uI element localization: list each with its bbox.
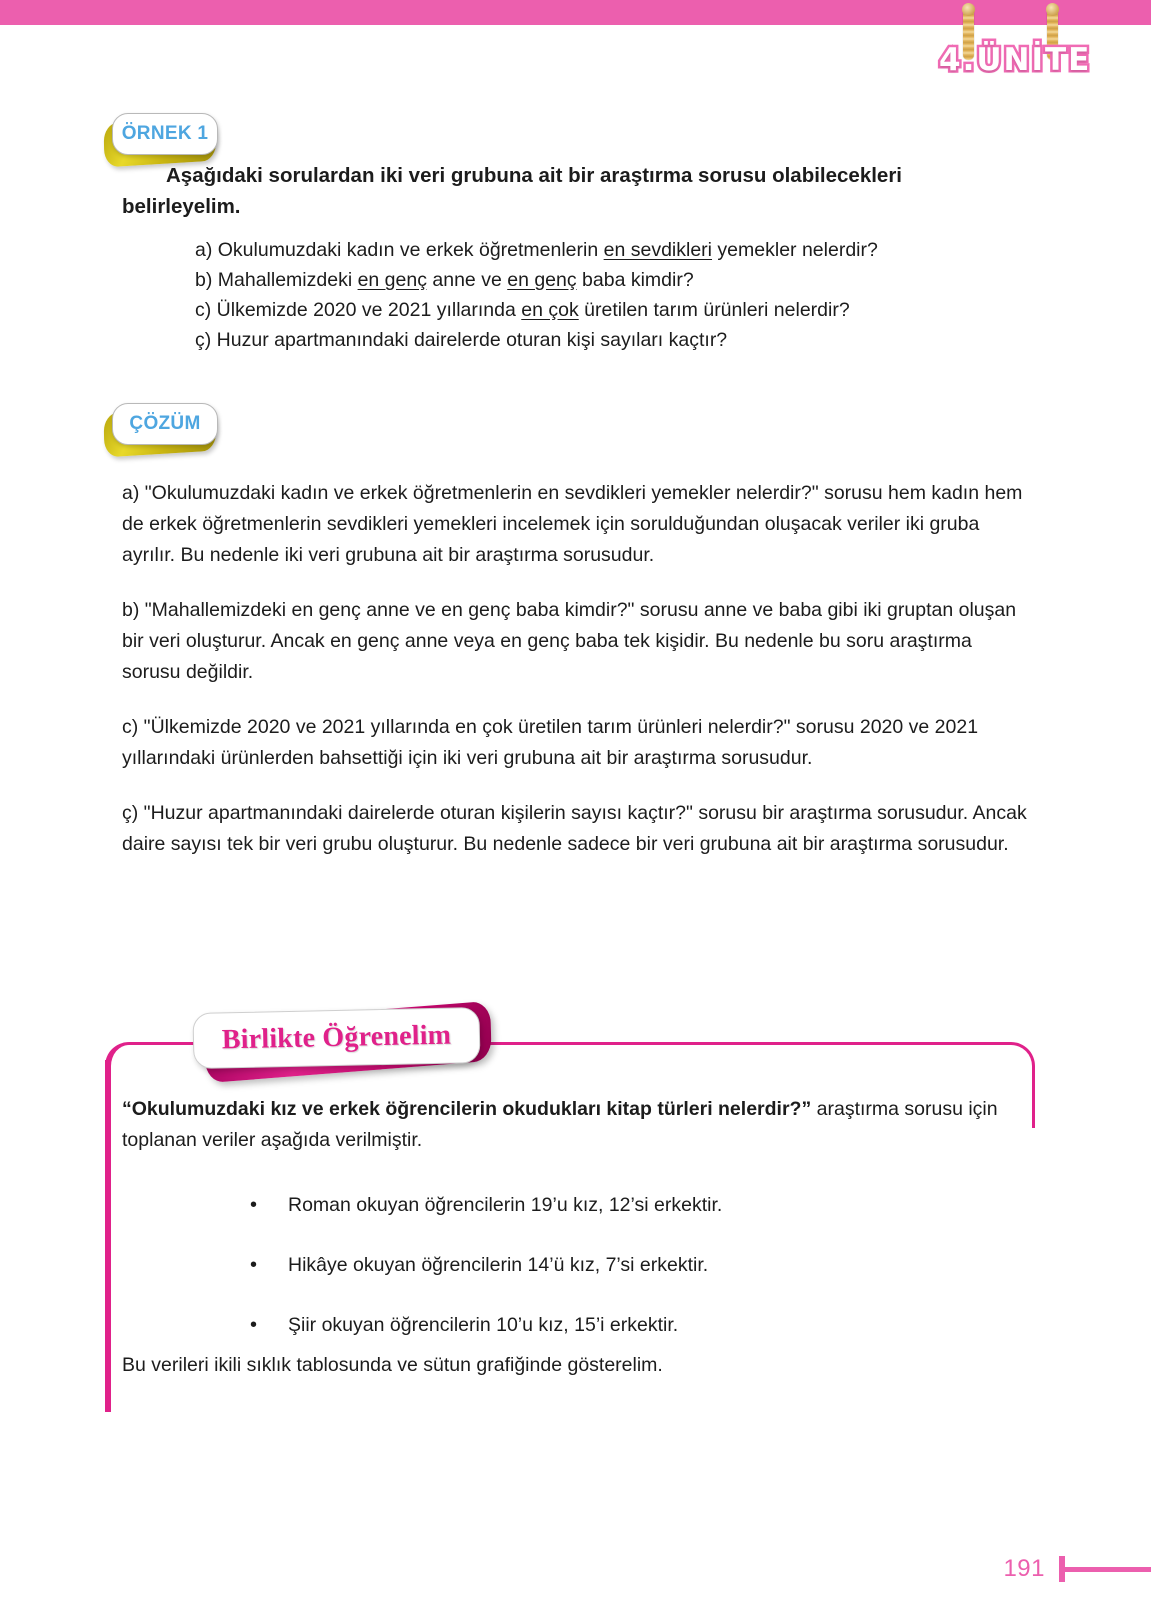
question-marker-c: c) — [195, 299, 212, 321]
learn-together-ribbon — [193, 1004, 493, 1080]
example-intro-body: Aşağıdaki sorulardan iki veri grubuna ait bir araştırma sorusu olabilecekleri belirleyelim. — [122, 164, 902, 218]
list-item — [195, 325, 1035, 355]
question-marker-a: a) — [195, 239, 213, 261]
list-item — [195, 265, 1035, 295]
unit-badge — [939, 8, 1092, 94]
learn-together-box — [105, 1019, 1035, 1412]
learn-closing-text: Bu verileri ikili sıklık tablosunda ve sütun grafiğinde gösterelim. — [122, 1354, 663, 1376]
question-text-b-pre: Mahallemizdeki — [217, 269, 358, 291]
question-marker-ch: ç) — [195, 329, 212, 351]
example-tag-label: ÖRNEK 1 — [121, 123, 209, 144]
list-item — [250, 1310, 1010, 1340]
solution-paragraph-b: b) "Mahallemizdeki en genç anne ve en genç baba kimdir?" sorusu anne ve baba gibi iki gruptan oluşan bir veri oluşturur. Ancak en genç anne veya en genç baba tek kişidir. Bu nedenle bu soru araştırma sorusu değildir. — [122, 599, 1017, 683]
ribbon-label: Birlikte Öğrenelim — [221, 1019, 452, 1056]
question-emphasis-b1: en genç — [357, 269, 427, 291]
page-footer — [1003, 1552, 1151, 1586]
page-number: 191 — [1003, 1555, 1045, 1582]
bullet-icon: • — [250, 1194, 258, 1216]
example-question-list — [195, 235, 1035, 355]
bullet-text: Roman okuyan öğrencilerin 19’u kız, 12’si erkektir. — [288, 1194, 723, 1216]
solution-paragraph-ch: ç) "Huzur apartmanındaki dairelerde oturan kişilerin sayısı kaçtır?" sorusu bir araştırma sorusudur. Ancak daire sayısı tek bir veri grubu oluşturur. Bu nedenle sadece bir veri grubuna ait bir araştırma sorusudur. — [122, 802, 1027, 855]
question-marker-b: b) — [195, 269, 213, 291]
question-emphasis-a: en sevdikleri — [603, 239, 713, 261]
solution-body — [122, 478, 1027, 860]
question-emphasis-c: en çok — [521, 299, 579, 321]
box-border-left — [105, 1060, 111, 1412]
box-border-right — [1032, 1078, 1035, 1128]
example-tag — [100, 110, 220, 166]
question-text-a-pre: Okulumuzdaki kadın ve erkek öğretmenlerin — [217, 239, 604, 261]
solution-paragraph-c: c) "Ülkemizde 2020 ve 2021 yıllarında en çok üretilen tarım ürünleri nelerdir?" sorusu 2020 ve 2021 yıllarındaki ürünlerden bahsettiği için iki veri grubuna ait bir araştırma sorusudur. — [122, 716, 979, 769]
ribbon-face — [192, 1007, 480, 1069]
list-item — [195, 295, 1035, 325]
question-emphasis-b2: en genç — [507, 269, 577, 291]
bullet-icon: • — [250, 1254, 258, 1276]
question-text-b-post: baba kimdir? — [576, 269, 694, 291]
solution-tag-face — [112, 403, 218, 445]
question-text-c-pre: Ülkemizde 2020 ve 2021 yıllarında — [216, 299, 522, 321]
bullet-icon: • — [250, 1314, 258, 1336]
solution-tag-label: ÇÖZÜM — [129, 413, 201, 434]
footer-rule — [1065, 1567, 1151, 1572]
box-corner-topleft — [105, 1042, 151, 1085]
bullet-text: Hikâye okuyan öğrencilerin 14’ü kız, 7’si erkektir. — [288, 1254, 709, 1276]
learn-intro-text — [122, 1094, 1012, 1156]
list-item — [250, 1190, 1010, 1220]
box-corner-topright — [992, 1042, 1035, 1085]
solution-tag — [100, 400, 220, 456]
learn-intro-rest: araştırma sorusu için toplanan veriler aşağıda verilmiştir. — [122, 1098, 998, 1151]
unit-badge-label: 4.ÜNİTE — [939, 42, 1092, 78]
example-tag-face — [112, 113, 218, 155]
question-text-a-post: yemekler nelerdir? — [712, 239, 878, 261]
solution-paragraph-a: a) "Okulumuzdaki kadın ve erkek öğretmenlerin en sevdikleri yemekler nelerdir?" sorusu hem kadın hem de erkek öğretmenlerin sevdikleri yemekleri incelemek için sorulduğundan oluşacak veriler iki gruba ayrılır. Bu nedenle iki veri grubuna ait bir araştırma sorusudur. — [122, 482, 1023, 566]
question-text-b-mid: anne ve — [426, 269, 508, 291]
learn-intro-question: “Okulumuzdaki kız ve erkek öğrencilerin okudukları kitap türleri nelerdir?” — [122, 1098, 812, 1120]
list-item — [250, 1250, 1010, 1280]
example-intro-text — [122, 160, 1012, 222]
data-bullet-list — [250, 1190, 1010, 1370]
question-text-c-post: üretilen tarım ürünleri nelerdir? — [578, 299, 850, 321]
list-item — [195, 235, 1035, 265]
bullet-text: Şiir okuyan öğrencilerin 10’u kız, 15’i erkektir. — [288, 1314, 679, 1336]
question-text-ch: Huzur apartmanındaki dairelerde oturan kişi sayıları kaçtır? — [216, 329, 728, 351]
